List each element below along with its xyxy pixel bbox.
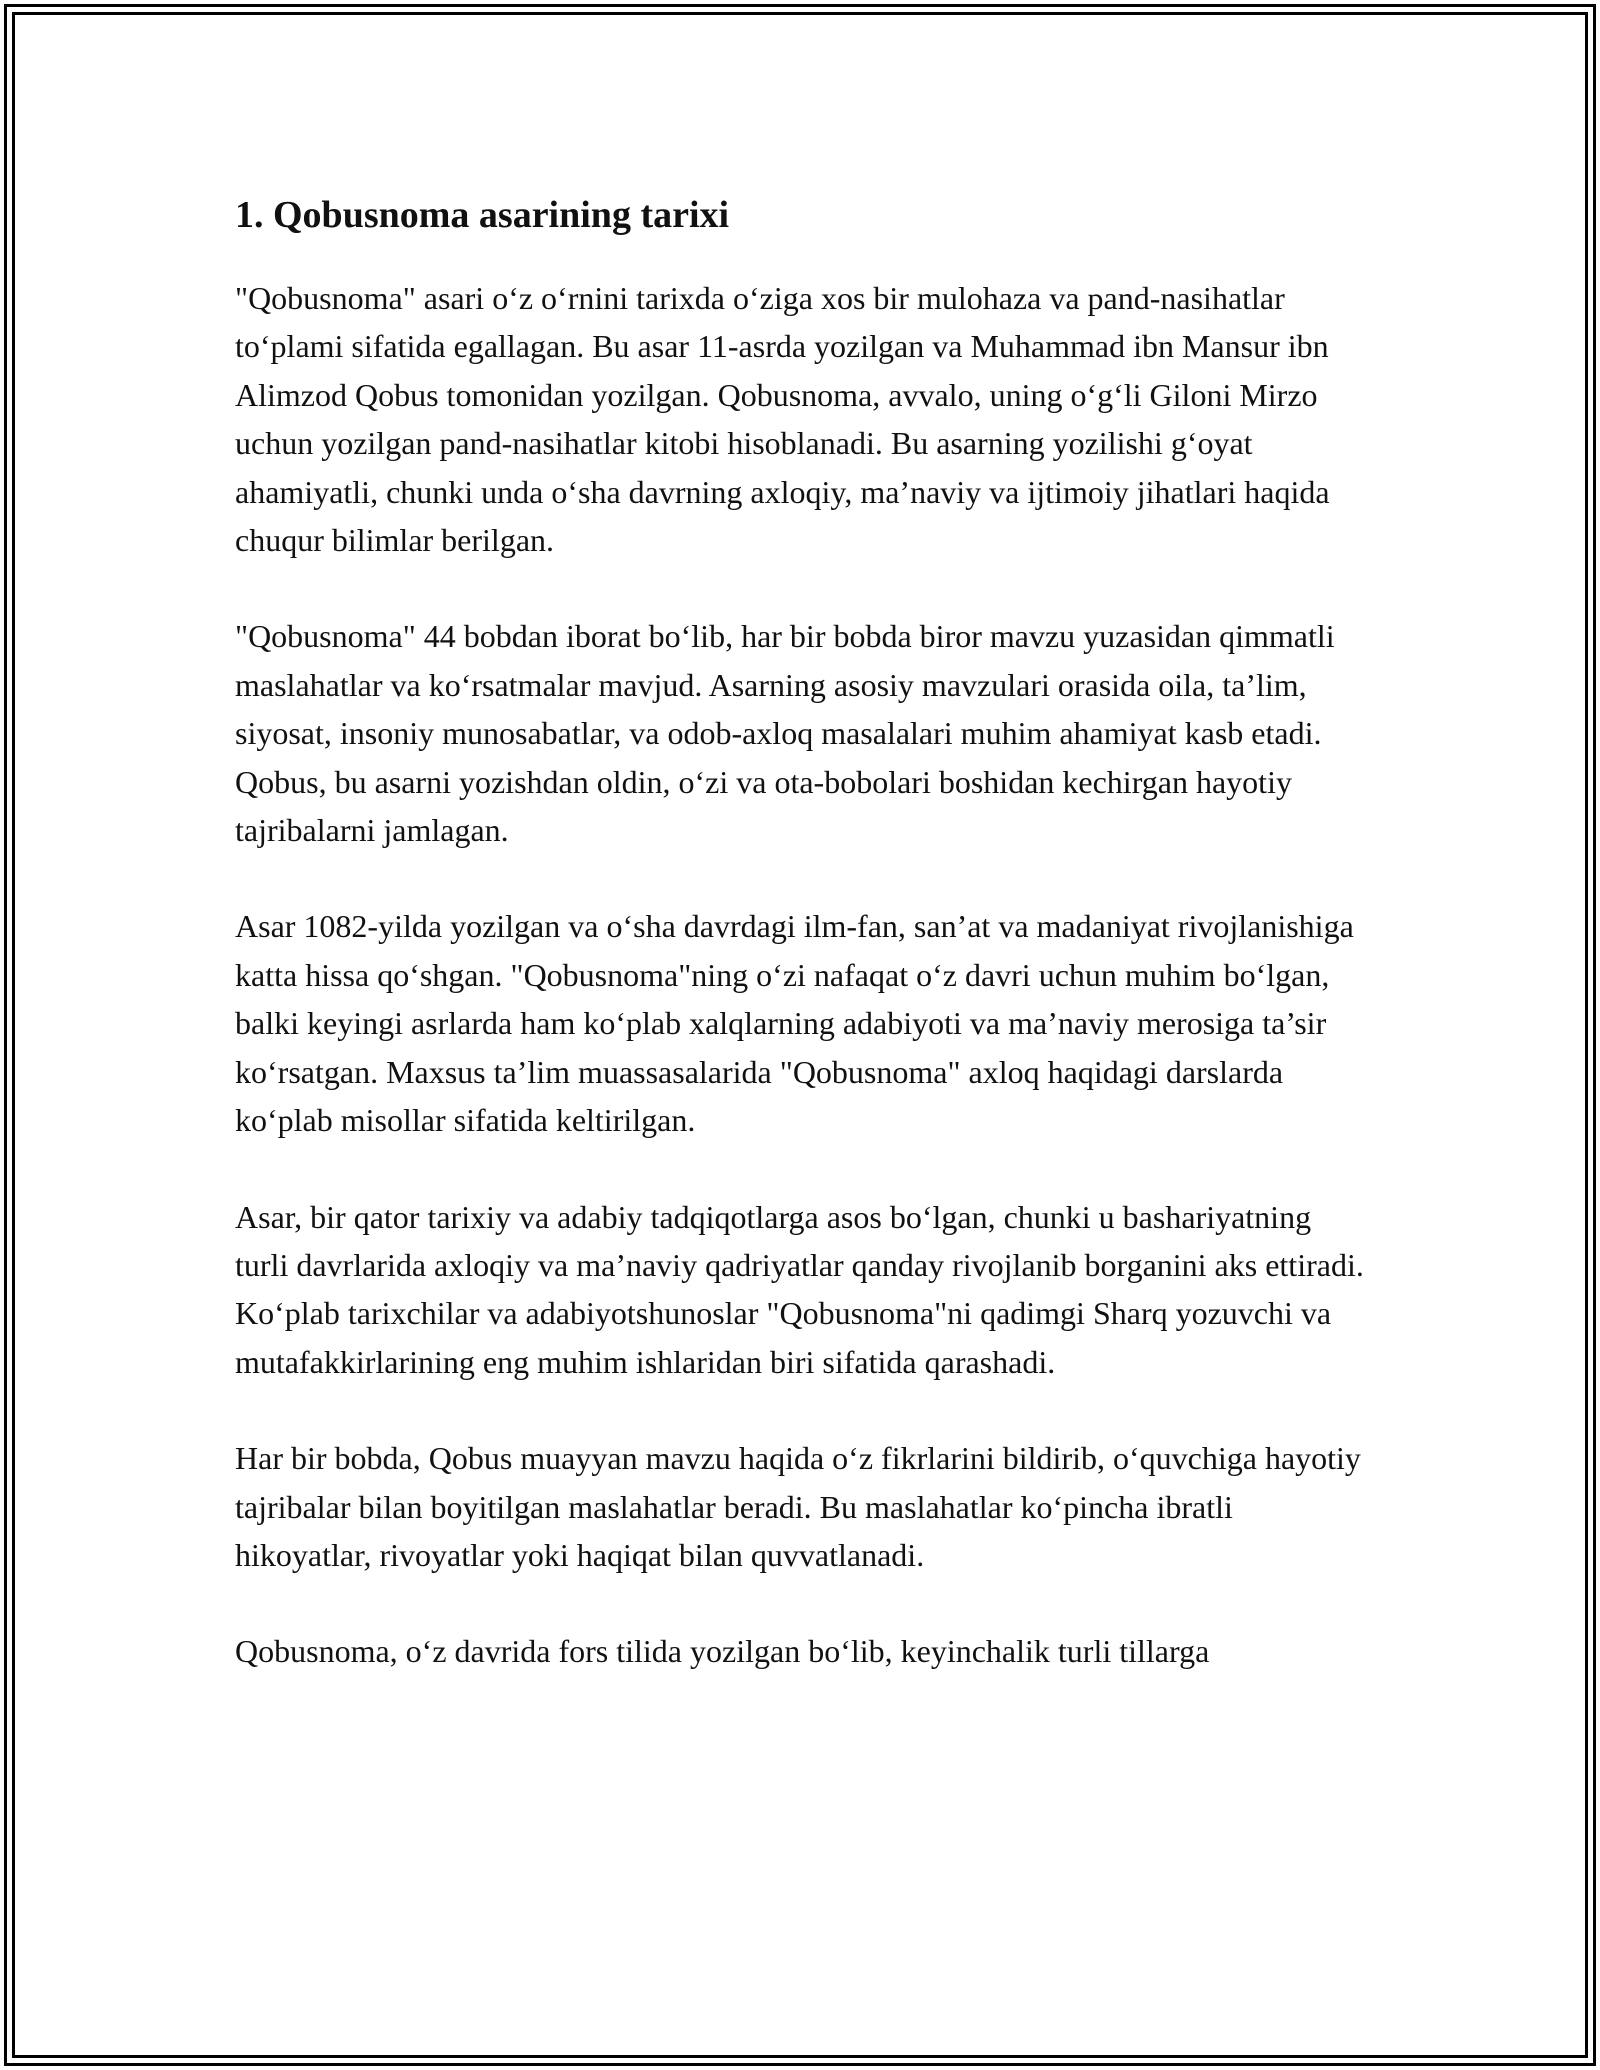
paragraph-3: Asar 1082-yilda yozilgan va o‘sha davrdagi ilm-fan, san’at va madaniyat rivojlanishiga katta hissa qo‘shgan. "Qobusnoma"ning o‘zi nafaqat o‘z davri uchun muhim bo‘lgan, balki keyingi asrlarda ham ko‘plab xalqlarning adabiyoti va ma’naviy merosiga ta’sir ko‘rsatgan. Maxsus ta’lim muassasalarida "Qobusnoma" axloq haqidagi darslarda ko‘plab misollar sifatida keltirilgan. bbox=[235, 908, 1354, 1139]
paragraph-4: Asar, bir qator tarixiy va adabiy tadqiqotlarga asos bo‘lgan, chunki u bashariyatning turli davrlarida axloqiy va ma’naviy qadriyatlar qanday rivojlanib borganini aks ettiradi. Ko‘plab tarixchilar va adabiyotshunoslar "Qobusnoma"ni qadimgi Sharq yozuvchi va mutafakkirlarining eng muhim ishlaridan biri sifatida qarashadi. bbox=[235, 1198, 1364, 1380]
paragraph-2: "Qobusnoma" 44 bobdan iborat bo‘lib, har bir bobda biror mavzu yuzasidan qimmatli maslahatlar va ko‘rsatmalar mavjud. Asarning asosiy mavzulari orasida oila, ta’lim, siyosat, insoniy munosabatlar, va odob-axloq masalalari muhim ahamiyat kasb etadi. Qobus, bu asarni yozishdan oldin, o‘zi va ota-bobolari boshidan kechirgan hayotiy tajribalarni jamlagan. bbox=[235, 618, 1335, 849]
paragraph-5: Har bir bobda, Qobus muayyan mavzu haqida o‘z fikrlarini bildirib, o‘quvchiga hayotiy tajribalar bilan boyitilgan maslahatlar beradi. Bu maslahatlar ko‘pincha ibratli hikoyatlar, rivoyatlar yoki haqiqat bilan quvvatlanadi. bbox=[235, 1440, 1361, 1573]
section-heading: 1. Qobusnoma asarining tarixi bbox=[235, 194, 730, 236]
paragraph-6: Qobusnoma, o‘z davrida fors tilida yozilgan bo‘lib, keyinchalik turli tillarga bbox=[235, 1633, 1210, 1670]
paragraph-1: "Qobusnoma" asari o‘z o‘rnini tarixda o‘ziga xos bir mulohaza va pand-nasihatlar to‘plami sifatida egallagan. Bu asar 11-asrda yozilgan va Muhammad ibn Mansur ibn Alimzod Qobus tomonidan yozilgan. Qobusnoma, avvalo, uning o‘g‘li Giloni Mirzo uchun yozilgan pand-nasihatlar kitobi hisoblanadi. Bu asarning yozilishi g‘oyat ahamiyatli, chunki unda o‘sha davrning axloqiy, ma’naviy va ijtimoiy jihatlari haqida chuqur bilimlar berilgan. bbox=[235, 280, 1330, 559]
document-body bbox=[235, 188, 1370, 1724]
